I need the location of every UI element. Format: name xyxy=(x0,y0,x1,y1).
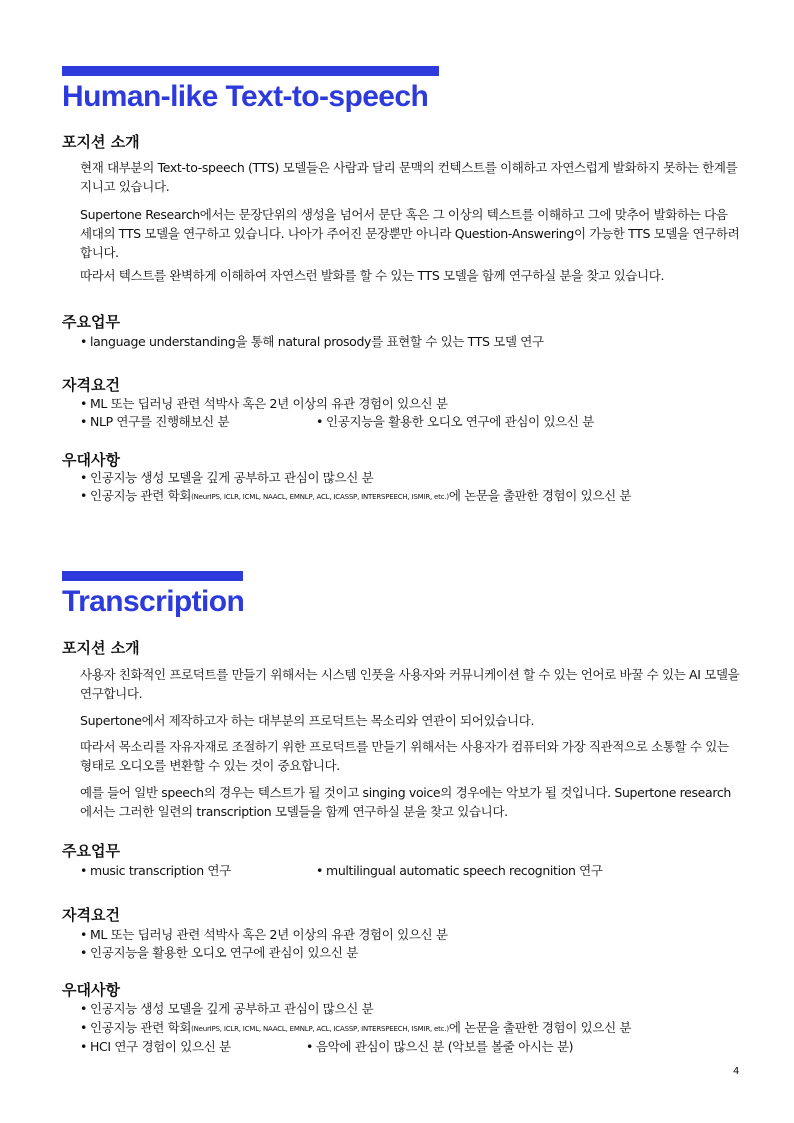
section-accent-bar xyxy=(62,571,243,581)
duties-heading: 주요업무 xyxy=(62,313,120,331)
list-item: • 인공지능 생성 모델을 깊게 공부하고 관심이 많으신 분 xyxy=(80,470,374,485)
position-heading: 포지션 소개 xyxy=(62,639,140,657)
list-item: • NLP 연구를 진행해보신 분 xyxy=(80,414,230,429)
intro-paragraph: 현재 대부분의 Text-to-speech (TTS) 모델들은 사람과 달리 문맥의 컨텍스트를 이해하고 자연스럽게 발화하지 못하는 한계를 지니고 있습니다. xyxy=(80,160,738,194)
conference-list: (NeurIPS, ICLR, ICML, NAACL, EMNLP, ACL, ICASSP, INTERSPEECH, ISMIR, etc.) xyxy=(191,1025,449,1033)
section-accent-bar xyxy=(62,66,439,76)
requirements-heading: 자격요건 xyxy=(62,906,120,924)
list-item: • 인공지능을 활용한 오디오 연구에 관심이 있으신 분 xyxy=(316,414,594,429)
preferred-heading: 우대사항 xyxy=(62,451,120,469)
intro-paragraph: 따라서 목소리를 자유자재로 조절하기 위한 프로덕트를 만들기 위해서는 사용자가 컴퓨터와 가장 직관적으로 소통할 수 있는 형태로 오디오를 변환할 수 있는 것이 중요합니다. xyxy=(80,739,729,773)
list-item: • language understanding을 통해 natural prosody를 표현할 수 있는 TTS 모델 연구 xyxy=(80,334,544,349)
preferred-list xyxy=(80,1038,640,1056)
intro-paragraph: Supertone Research에서는 문장단위의 생성을 넘어서 문단 혹은 그 이상의 텍스트를 이해하고 그에 맞추어 발화하는 다음 세대의 TTS 모델을 연구하고 있습니다. 나아가 주어진 문장뿐만 아니라 Question-Answering이 가능한 TTS 모델을 연구하려합니다. xyxy=(80,207,740,260)
intro-paragraph: 따라서 텍스트를 완벽하게 이해하여 자연스런 발화를 할 수 있는 TTS 모델을 함께 연구하실 분을 찾고 있습니다. xyxy=(80,268,665,283)
duties-heading: 주요업무 xyxy=(62,842,120,860)
list-item: • music transcription 연구 xyxy=(80,863,231,878)
page-number: 4 xyxy=(733,1066,740,1077)
section-title: Transcription xyxy=(62,585,245,618)
duties-list xyxy=(80,862,640,880)
list-item: • 인공지능 관련 학회(NeurIPS, ICLR, ICML, NAACL, EMNLP, ACL, ICASSP, INTERSPEECH, ISMIR, etc.)에 논문을 출판한 경험이 있으신 분 xyxy=(80,1020,632,1035)
list-item: • 인공지능 관련 학회(NeurIPS, ICLR, ICML, NAACL, EMNLP, ACL, ICASSP, INTERSPEECH, ISMIR, etc.)에 논문을 출판한 경험이 있으신 분 xyxy=(80,488,632,503)
list-item: • ML 또는 딥러닝 관련 석박사 혹은 2년 이상의 유관 경험이 있으신 분 xyxy=(80,927,448,942)
list-item: • 음악에 관심이 많으신 분 (악보를 볼줄 아시는 분) xyxy=(306,1039,574,1054)
requirements-list xyxy=(80,413,640,431)
list-item: • ML 또는 딥러닝 관련 석박사 혹은 2년 이상의 유관 경험이 있으신 분 xyxy=(80,396,448,411)
intro-paragraph: Supertone에서 제작하고자 하는 대부분의 프로덕트는 목소리와 연관이 되어있습니다. xyxy=(80,713,535,728)
intro-paragraph: 사용자 친화적인 프로덕트를 만들기 위해서는 시스템 인풋을 사용자와 커뮤니케이션 할 수 있는 언어로 바꿀 수 있는 AI 모델을 연구합니다. xyxy=(80,667,740,701)
list-item: • HCI 연구 경험이 있으신 분 xyxy=(80,1039,231,1054)
position-heading: 포지션 소개 xyxy=(62,133,140,151)
requirements-heading: 자격요건 xyxy=(62,376,120,394)
section-title: Human-like Text-to-speech xyxy=(62,80,429,113)
list-item: • 인공지능 생성 모델을 깊게 공부하고 관심이 많으신 분 xyxy=(80,1001,374,1016)
preferred-heading: 우대사항 xyxy=(62,981,120,999)
list-item: • 인공지능을 활용한 오디오 연구에 관심이 있으신 분 xyxy=(80,945,358,960)
intro-paragraph: 예를 들어 일반 speech의 경우는 텍스트가 될 것이고 singing voice의 경우에는 악보가 될 것입니다. Supertone research에서는 그러한 일련의 transcription 모델들을 함께 연구하실 분을 찾고 있습니다. xyxy=(80,785,731,819)
list-item: • multilingual automatic speech recognition 연구 xyxy=(316,863,603,878)
conference-list: (NeurIPS, ICLR, ICML, NAACL, EMNLP, ACL, ICASSP, INTERSPEECH, ISMIR, etc.) xyxy=(191,493,449,501)
